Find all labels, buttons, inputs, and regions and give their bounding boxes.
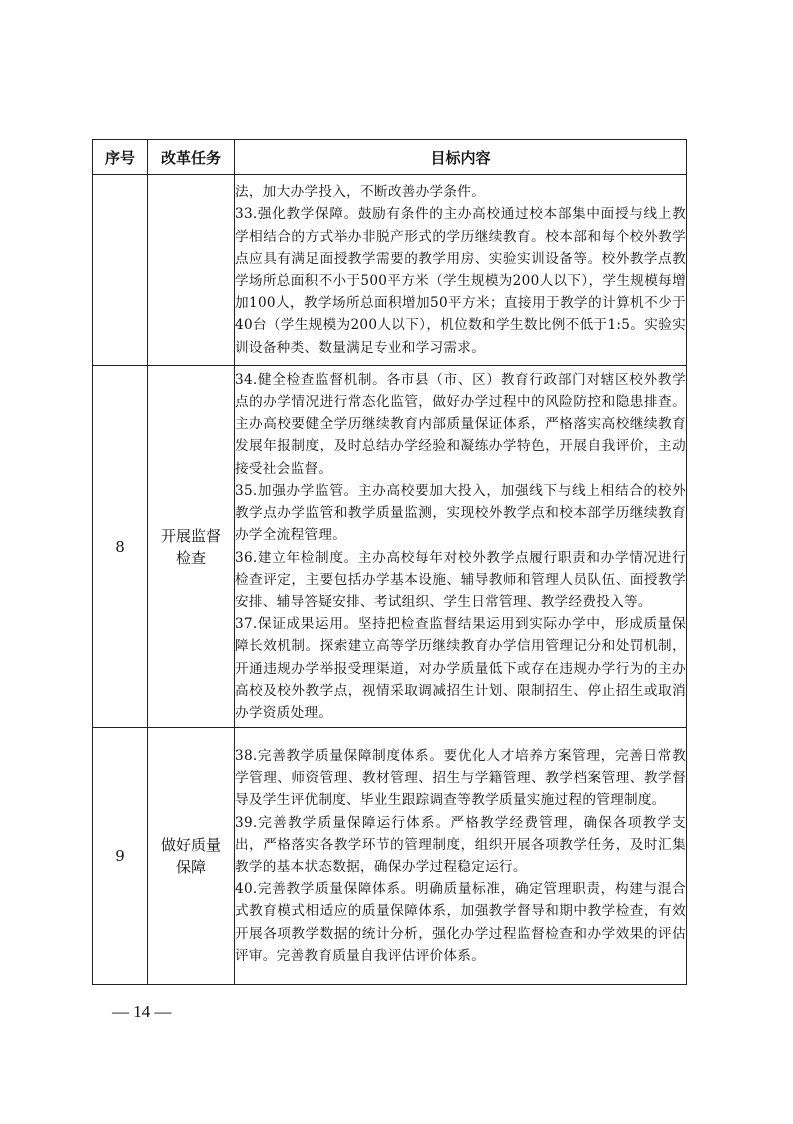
content-paragraph: 34.健全检查监督机制。各市县（市、区）教育行政部门对辖区校外教学点的办学情况进行常态化监管，做好办学过程中的风险防控和隐患排查。主办高校要健全学历继续教育内部质量保证体系，严格落实高校继续教育发展年报制度，及时总结办学经验和凝练办学特色，开展自我评价，主动接受社会监督。 <box>235 371 686 477</box>
row-content <box>235 366 687 728</box>
content-paragraph: 35.加强办学监管。主办高校要加大投入，加强线下与线上相结合的校外教学点办学监管和教学质量监测，实现校外教学点和校本部学历继续教育办学全流程管理。 <box>235 482 686 544</box>
content-paragraph: 39.完善教学质量保障运行体系。严格教学经费管理，确保各项教学支出，严格落实各教学环节的管理制度，组织开展各项教学任务，及时汇集教学的基本状态数据，确保办学过程稳定运行。 <box>235 814 686 875</box>
content-paragraph: 36.建立年检制度。主办高校每年对校外教学点履行职责和办学情况进行检查评定，主要包括办学基本设施、辅导教师和管理人员队伍、面授教学安排、辅导答疑安排、考试组织、学生日常管理、教学经费投入等。 <box>235 549 686 610</box>
task-label-line: 保障 <box>175 858 206 876</box>
content-paragraph: 38.完善教学质量保障制度体系。要优化人才培养方案管理，完善日常教学管理、师资管理、教材管理、招生与学籍管理、教学档案管理、教学督导及学生评优制度、毕业生跟踪调查等教学质量实施过程的管理制度。 <box>235 747 686 809</box>
content-paragraph: 40.完善教学质量保障体系。明确质量标准，确定管理职责，构建与混合式教育模式相适应的质量保障体系，加强教学督导和期中教学检查，有效开展各项教学数据的统计分析，强化办学过程监督检查和办学效果的评估评审。完善教育质量自我评估评价体系。 <box>235 881 686 964</box>
content-paragraph: 37.保证成果运用。坚持把检查监督结果运用到实际办学中，形成质量保障长效机制。探索建立高等学历继续教育办学信用管理记分和处罚机制，开通违规办学举报受理渠道，对办学质量低下或存在违规办学行为的主办高校及校外教学点，视情采取调减招生计划、限制招生、停止招生或取消办学资质处理。 <box>235 616 686 721</box>
table-row <box>93 366 687 728</box>
content-paragraph: 33.强化教学保障。鼓励有条件的主办高校通过校本部集中面授与线上教学相结合的方式举办非脱产形式的学历继续教育。校本部和每个校外教学点应具有满足面授教学需要的教学用房、实验实训设备等。校外教学点教学场所总面积不小于500平方米（学生规模为200人以下），学生规模每增加100人，教学场所总面积增加50平方米；直接用于教学的计算机不少于40台（学生规模为200人以下），机位数和学生数比例不低于1:5。实验实训设备种类、数量满足专业和学习需求。 <box>235 206 686 356</box>
row-task <box>148 175 235 366</box>
header-serial-number: 序号 <box>93 140 148 175</box>
task-label-line: 做好质量 <box>160 836 221 854</box>
row-number: 9 <box>93 728 148 985</box>
table-header-row <box>93 140 687 175</box>
task-label-line: 检查 <box>175 548 206 567</box>
header-target-content: 目标内容 <box>235 140 687 175</box>
row-content <box>235 175 687 366</box>
row-number: 8 <box>93 366 148 728</box>
table-row <box>93 175 687 366</box>
row-task <box>148 728 235 985</box>
table-row <box>93 728 687 985</box>
header-reform-task: 改革任务 <box>148 140 235 175</box>
content-paragraph: 法，加大办学投入，不断改善办学条件。 <box>235 184 486 201</box>
row-number <box>93 175 148 366</box>
reform-task-table <box>92 139 687 985</box>
row-task <box>148 366 235 728</box>
row-content <box>235 728 687 985</box>
page-number: — 14 — <box>112 1002 172 1021</box>
task-label-line: 开展监督 <box>160 526 221 545</box>
